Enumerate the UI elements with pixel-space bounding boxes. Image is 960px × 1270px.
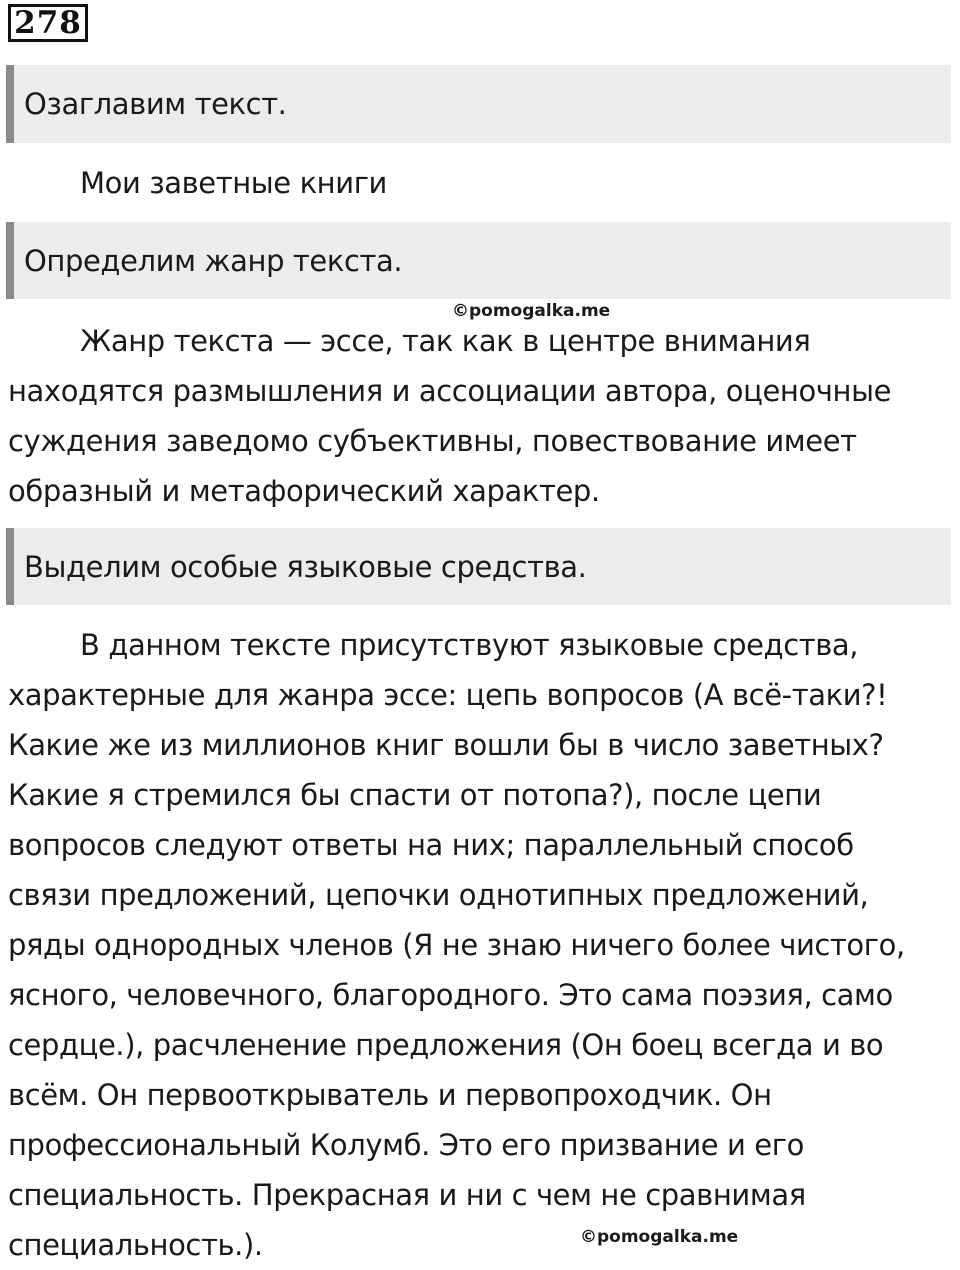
text-title-line: Мои заветные книги — [80, 166, 387, 200]
task-number: 278 — [8, 4, 88, 42]
means-line: специальность.). — [8, 1228, 263, 1262]
genre-line: Жанр текста — эссе, так как в центре внимания — [80, 324, 811, 358]
means-line: профессиональный Колумб. Это его призвание и его — [8, 1128, 804, 1162]
means-line: сердце.), расчленение предложения (Он боец всегда и во — [8, 1028, 884, 1062]
means-line: Какие же из миллионов книг вошли бы в число заветных? — [8, 728, 884, 762]
watermark-bottom: ©pomogalka.me — [580, 1227, 739, 1247]
text-title — [8, 158, 953, 208]
section-heading-genre: Определим жанр текста. — [6, 222, 951, 299]
means-paragraph — [8, 620, 953, 1270]
means-line: Какие я стремился бы спасти от потопа?), после цепи — [8, 778, 822, 812]
means-line: характерные для жанра эссе: цепь вопросов (А всё-таки?! — [8, 678, 888, 712]
section-heading-means: Выделим особые языковые средства. — [6, 528, 951, 605]
means-line: связи предложений, цепочки однотипных предложений, — [8, 878, 869, 912]
watermark-top: ©pomogalka.me — [452, 301, 611, 321]
means-line: всём. Он первооткрыватель и первопроходчик. Он — [8, 1078, 772, 1112]
genre-paragraph — [8, 316, 953, 516]
means-line: вопросов следуют ответы на них; параллельный способ — [8, 828, 854, 862]
means-line: В данном тексте присутствуют языковые средства, — [80, 628, 859, 662]
genre-line: суждения заведомо субъективны, повествование имеет — [8, 424, 857, 458]
means-line: ясного, человечного, благородного. Это сама поэзия, само — [8, 978, 893, 1012]
genre-line: образный и метафорический характер. — [8, 474, 600, 508]
means-line: ряды однородных членов (Я не знаю ничего более чистого, — [8, 928, 905, 962]
means-line: специальность. Прекрасная и ни с чем не сравнимая — [8, 1178, 806, 1212]
genre-line: находятся размышления и ассоциации автора, оценочные — [8, 374, 892, 408]
section-heading-title: Озаглавим текст. — [6, 65, 951, 143]
